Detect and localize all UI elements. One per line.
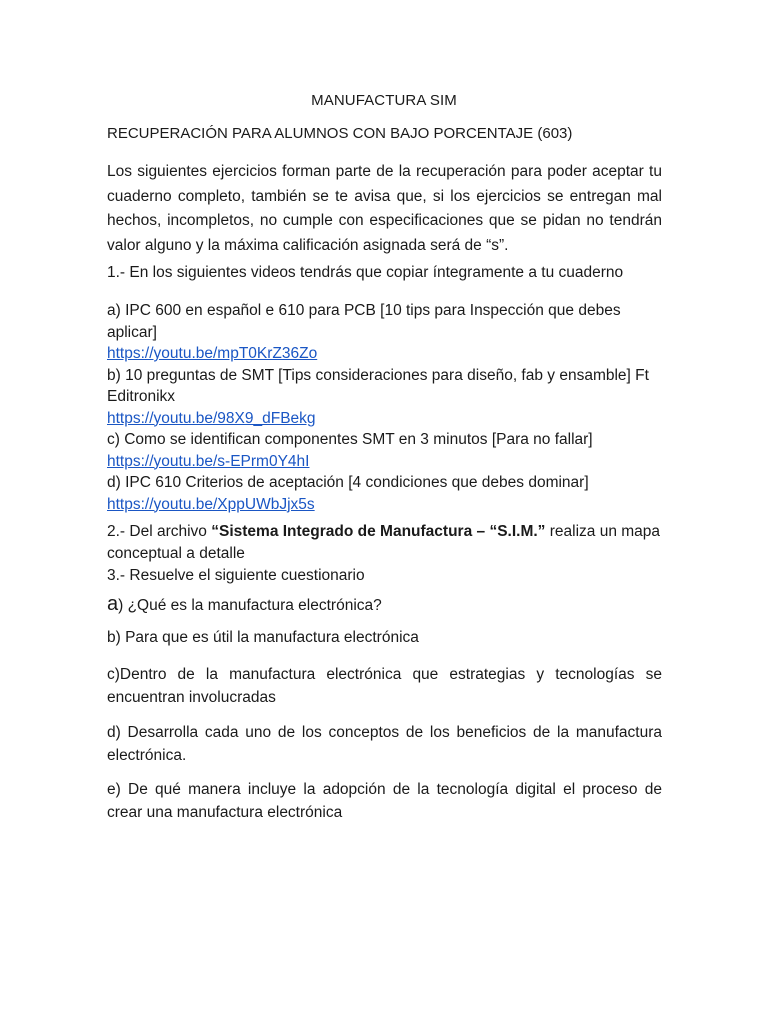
- question-3: 3.- Resuelve el siguiente cuestionario: [107, 567, 365, 584]
- quiz-item-a-text: ) ¿Qué es la manufactura electrónica?: [118, 597, 382, 614]
- question-2-prefix: 2.- Del archivo: [107, 523, 212, 540]
- video-item-d: d) IPC 610 Criterios de aceptación [4 condiciones que debes dominar]: [107, 474, 589, 491]
- quiz-item-d: d) Desarrolla cada uno de los conceptos de los beneficios de la manufactura electrónica.: [107, 724, 662, 764]
- document-title: MANUFACTURA SIM: [311, 92, 457, 109]
- video-item-c: c) Como se identifican componentes SMT en 3 minutos [Para no fallar]: [107, 431, 593, 448]
- video-link-d[interactable]: https://youtu.be/XppUWbJjx5s: [107, 495, 315, 513]
- video-link-c[interactable]: https://youtu.be/s-EPrm0Y4hI: [107, 452, 310, 470]
- video-link-a[interactable]: https://youtu.be/mpT0KrZ36Zo: [107, 345, 318, 362]
- document-subtitle: RECUPERACIÓN PARA ALUMNOS CON BAJO PORCENTAJE (603): [107, 125, 573, 142]
- video-item-a: a) IPC 600 en español e 610 para PCB [10 tips para Inspección que debes aplicar]: [107, 302, 621, 341]
- video-list: [107, 300, 662, 515]
- question-1: 1.- En los siguientes videos tendrás que copiar íntegramente a tu cuaderno: [107, 264, 624, 281]
- video-link-b[interactable]: https://youtu.be/98X9_dFBekg: [107, 409, 316, 427]
- quiz-item-e: e) De qué manera incluye la adopción de la tecnología digital el proceso de crear una manufactura electrónica: [107, 781, 662, 821]
- question-2: [107, 521, 662, 565]
- question-2-bold: “Sistema Integrado de Manufactura – “S.I.M.”: [211, 523, 546, 540]
- quiz-item-a-letter: a: [107, 593, 119, 615]
- question-2-suffix: realiza un mapa conceptual a detalle: [107, 523, 661, 562]
- quiz-item-b: b) Para que es útil la manufactura electrónica: [107, 629, 419, 646]
- video-item-b: b) 10 preguntas de SMT [Tips consideraciones para diseño, fab y ensamble] Ft Editronikx: [107, 366, 649, 405]
- quiz-item-a: [107, 593, 382, 616]
- intro-paragraph: Los siguientes ejercicios forman parte de la recuperación para poder aceptar tu cuaderno completo, también se te avisa que, si los ejercicios se entregan mal hechos, incompletos, no cumple con especificaciones que se pidan no tendrán valor alguno y la máxima calificación asignada será de “s”.: [107, 163, 662, 254]
- quiz-item-c: c)Dentro de la manufactura electrónica que estrategias y tecnologías se encuentran involucradas: [107, 666, 662, 706]
